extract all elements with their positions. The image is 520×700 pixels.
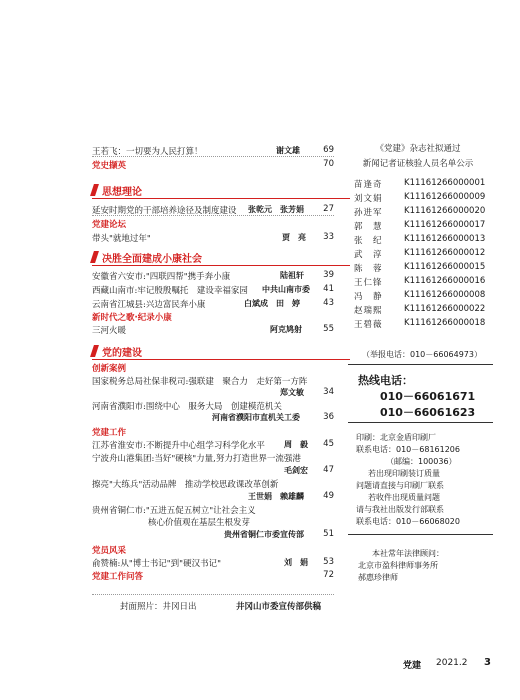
section-marker xyxy=(90,184,99,196)
toc-entry-page: 47 xyxy=(323,465,334,475)
toc-entry-page: 36 xyxy=(323,412,334,422)
column-title: 党员风采 xyxy=(92,546,127,556)
section-title: 思想理论 xyxy=(102,187,142,198)
toc-entry-title[interactable]: 安徽省六安市:"四联四帮"携手奔小康 xyxy=(92,272,231,282)
section-marker xyxy=(90,251,99,263)
toc-entry-page: 51 xyxy=(323,529,334,539)
notice-person-code: K11161266000008 xyxy=(404,290,486,300)
toc-entry-page: 43 xyxy=(323,298,334,308)
toc-entry-title[interactable]: 延安时期党的干部培养途径及制度建设 xyxy=(92,206,237,216)
notice-person-name: 张 纪 xyxy=(354,236,383,246)
toc-entry-title[interactable]: 王若飞：一切要为人民打算！ xyxy=(92,147,203,157)
notice-person-name: 王仁锋 xyxy=(354,278,383,288)
notice-subheading: 新闻记者证核验人员名单公示 xyxy=(362,159,474,169)
toc-entry-author: 张乾元 张芳娟 xyxy=(248,205,304,214)
notice-heading: 《党建》杂志社拟通过 xyxy=(375,144,461,154)
column-title: 党建工作 xyxy=(92,428,127,438)
toc-entry-page: 34 xyxy=(323,387,334,397)
cover-photo-credit: 井冈山市委宣传部供稿 xyxy=(236,602,322,612)
toc-entry-title[interactable]: 江苏省淮安市:不断提升中心组学习科学化水平 xyxy=(92,441,265,451)
toc-entry-author: 阿克鸠射 xyxy=(270,325,302,334)
toc-entry-author: 陆祖轩 xyxy=(280,271,304,280)
toc-entry-page: 45 xyxy=(323,439,334,449)
print-note: 请与我社出版发行部联系 xyxy=(356,505,444,514)
notice-person-code: K11161266000016 xyxy=(404,276,486,286)
toc-entry-author: 谢文雄 xyxy=(276,146,300,155)
section-divider xyxy=(348,364,493,365)
toc-entry-page: 39 xyxy=(323,270,334,280)
section-header-party-building xyxy=(92,344,350,360)
toc-entry-page: 69 xyxy=(323,145,334,155)
notice-person-code: K11161266000020 xyxy=(404,206,486,216)
legal-lawyer: 郝惠珍律师 xyxy=(358,573,398,582)
toc-entry-page: 49 xyxy=(323,491,334,501)
toc-entry-page: 70 xyxy=(323,159,334,169)
notice-person-name: 陈 蓉 xyxy=(354,264,383,274)
hotline-phone-2[interactable]: 010－66061623 xyxy=(380,406,476,419)
notice-person-name: 孙进军 xyxy=(354,208,383,218)
notice-person-name: 武 淳 xyxy=(354,250,383,260)
printer-name: 印刷：北京金盾印刷厂 xyxy=(356,433,436,442)
notice-person-code: K11161266000022 xyxy=(404,304,486,314)
toc-entry-author: 王世娟 赖雄麟 xyxy=(248,492,304,501)
notice-person-code: K11161266000017 xyxy=(404,220,486,230)
notice-person-name: 郭 慧 xyxy=(354,222,383,232)
printer-phone: 联系电话：010－68161206 xyxy=(356,445,460,454)
toc-entry-page: 55 xyxy=(323,324,334,334)
print-note: 若出现印刷装订质量 xyxy=(368,469,440,478)
section-marker xyxy=(90,345,99,357)
hotline-label: 热线电话： xyxy=(358,374,413,387)
notice-person-code: K11161266000013 xyxy=(404,234,486,244)
footer-page-number: 3 xyxy=(484,657,491,668)
toc-entry-title-cont[interactable]: 核心价值观在基层生根发芽 xyxy=(148,518,251,528)
toc-entry-author: 贵州省铜仁市委宣传部 xyxy=(224,530,304,539)
toc-entry-title[interactable]: 三河火暖 xyxy=(92,326,127,336)
section-header-xiaokang xyxy=(92,250,350,266)
toc-entry-page: 41 xyxy=(323,284,334,294)
section-rule xyxy=(92,359,350,360)
footer-issue: 2021.2 xyxy=(436,658,468,668)
notice-person-name: 苗逢奇 xyxy=(354,180,383,190)
footer-magazine-name: 党建 xyxy=(403,661,422,671)
toc-entry-author: 郑文敏 xyxy=(280,388,304,397)
dotted-divider xyxy=(92,156,334,157)
toc-entry-author: 周 毅 xyxy=(284,440,308,449)
print-note: 若收件出现质量问题 xyxy=(368,493,440,502)
toc-entry-title[interactable]: 河南省濮阳市:围绕中心 服务大局 创建模范机关 xyxy=(92,402,282,412)
notice-person-code: K11161266000015 xyxy=(404,262,486,272)
legal-firm: 北京市盈科律师事务所 xyxy=(358,561,438,570)
toc-entry-author: 中共山南市委 xyxy=(262,285,310,294)
section-title: 党的建设 xyxy=(102,348,142,359)
toc-entry-title[interactable]: 宁波舟山港集团:当好"硬核"力量,努力打造世界一流强港 xyxy=(92,454,301,464)
section-rule xyxy=(92,198,350,199)
notice-person-name: 刘文娟 xyxy=(354,194,383,204)
section-divider xyxy=(348,534,493,535)
column-title: 党史撷英 xyxy=(92,161,127,171)
notice-person-code: K11161266000018 xyxy=(404,318,486,328)
distribution-phone: 联系电话：010－66068020 xyxy=(356,517,460,526)
column-title: 党建工作问答 xyxy=(92,572,144,582)
print-note: 问题请直接与印刷厂联系 xyxy=(356,481,444,490)
notice-person-code: K11161266000012 xyxy=(404,248,486,258)
notice-person-name: 冯 静 xyxy=(354,292,383,302)
toc-entry-page: 33 xyxy=(323,232,334,242)
section-title: 决胜全面建成小康社会 xyxy=(102,254,202,265)
toc-entry-page: 27 xyxy=(323,204,334,214)
column-title: 新时代之歌·纪录小康 xyxy=(92,313,172,323)
legal-advisor-label: 本社常年法律顾问： xyxy=(372,549,444,558)
toc-entry-title[interactable]: 带头"就地过年" xyxy=(92,234,151,244)
column-title: 创新案例 xyxy=(92,364,127,374)
notice-person-name: 赵瑞熙 xyxy=(354,306,383,316)
dotted-divider xyxy=(92,594,334,595)
notice-person-code: K11161266000009 xyxy=(404,192,486,202)
toc-entry-title[interactable]: 国家税务总局社保非税司:强联建 聚合力 走好第一方阵 xyxy=(92,377,308,387)
dotted-divider xyxy=(92,215,334,216)
toc-entry-title[interactable]: 俞赞楠:从"博士书记"到"硬汉书记" xyxy=(92,559,222,569)
column-title: 党建论坛 xyxy=(92,220,127,230)
toc-entry-author: 白斌成 田 婷 xyxy=(244,299,300,308)
report-phone: （举报电话：010－66064973） xyxy=(362,350,482,359)
toc-entry-page: 72 xyxy=(323,570,334,580)
section-divider xyxy=(348,422,493,423)
toc-entry-author: 毛剑宏 xyxy=(284,466,308,475)
toc-entry-title[interactable]: 擦亮"大练兵"活动品牌 推动学校思政课改革创新 xyxy=(92,480,279,490)
section-header-theory xyxy=(92,183,350,199)
toc-entry-title[interactable]: 西藏山南市:牢记殷殷嘱托 建设幸福家园 xyxy=(92,286,248,296)
notice-person-code: K11161266000001 xyxy=(404,178,486,188)
hotline-phone-1[interactable]: 010－66061671 xyxy=(380,390,476,403)
section-rule xyxy=(92,265,350,266)
toc-entry-author: 河南省濮阳市直机关工委 xyxy=(212,413,300,422)
toc-entry-author: 贾 亮 xyxy=(282,233,306,242)
notice-person-name: 王碧薇 xyxy=(354,320,383,330)
toc-entry-author: 刘 娟 xyxy=(284,558,308,567)
printer-postcode: （邮编：100036） xyxy=(386,457,457,466)
toc-entry-page: 53 xyxy=(323,557,334,567)
toc-entry-title[interactable]: 贵州省铜仁市:"五进五促五树立"让社会主义 xyxy=(92,506,256,516)
toc-entry-title[interactable]: 云南省江城县:兴边富民奔小康 xyxy=(92,300,206,310)
cover-photo-label: 封面照片：井冈日出 xyxy=(120,602,197,612)
